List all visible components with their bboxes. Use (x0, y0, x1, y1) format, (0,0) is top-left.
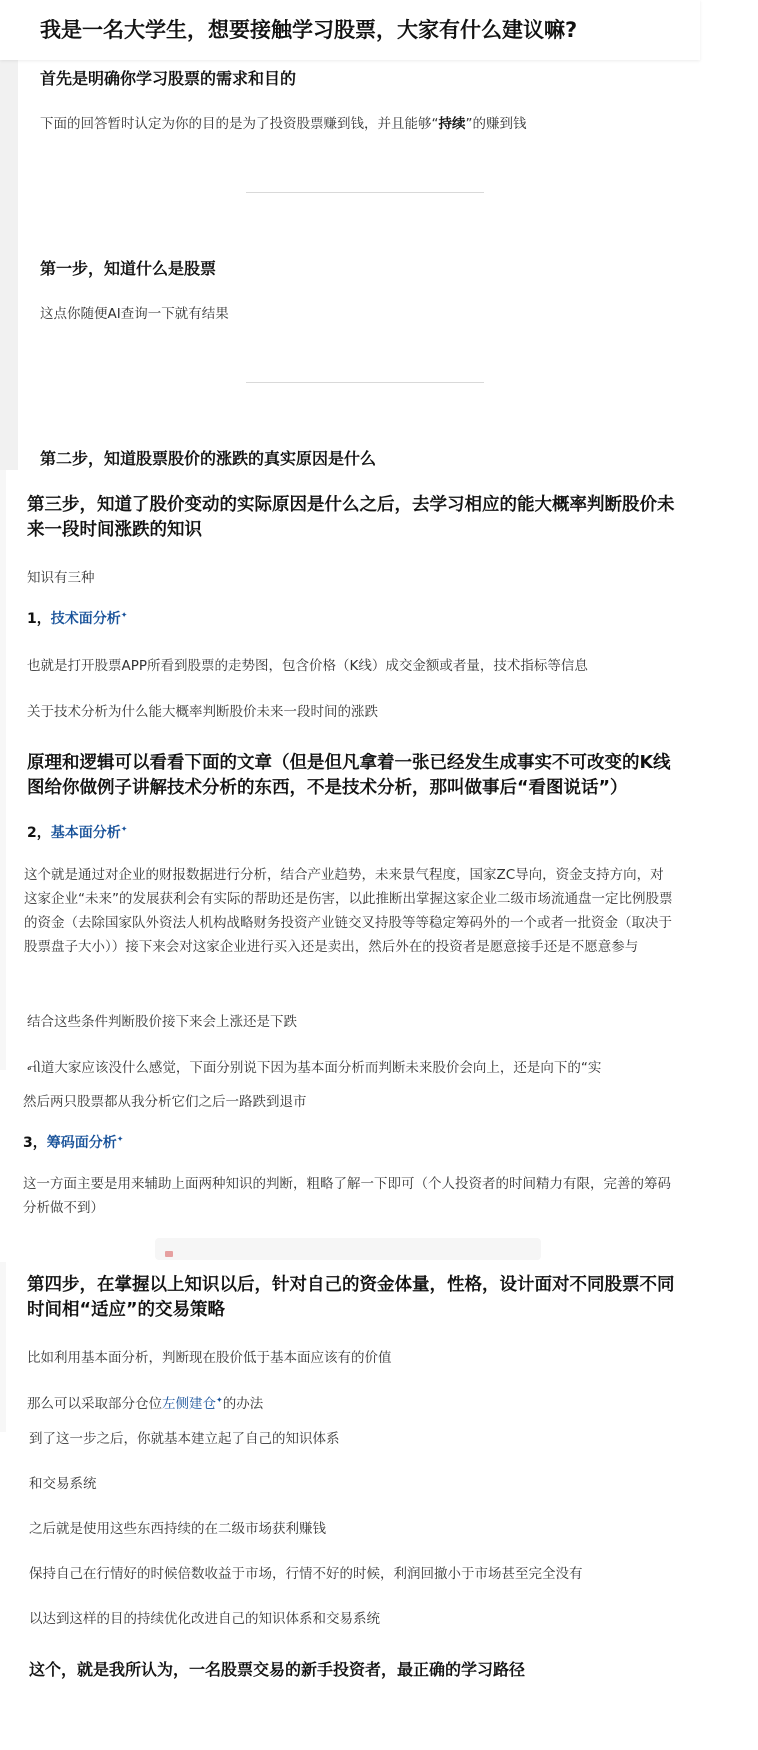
paragraph: 结合这些条件判断股价接下来会上涨还是下跌 (27, 1014, 297, 1030)
paragraph: 那么可以采取部分仓位左侧建仓✦的办法 (27, 1395, 264, 1412)
question-title: 我是一名大学生，想要接触学习股票，大家有什么建议嘛? (40, 18, 578, 42)
technical-analysis-link[interactable]: 技术面分析 (50, 611, 121, 627)
divider (246, 192, 484, 193)
spark-icon: ✦ (120, 610, 128, 620)
left-side-position-link[interactable]: 左侧建仓 (162, 1396, 216, 1412)
paragraph: 以达到这样的目的持续优化改进自己的知识体系和交易系统 (29, 1611, 380, 1627)
step-heading: 第三步，知道了股价变动的实际原因是什么之后，去学习相应的能大概率判断股价未来一段时间涨跌的知识 (27, 495, 675, 540)
panel-edge (0, 1262, 6, 1432)
step-heading: 第二步，知道股票股价的涨跌的真实原因是什么 (40, 449, 377, 468)
paragraph: 这个就是通过对企业的财报数据进行分析，结合产业趋势，未来景气程度，国家ZC导向，资金支持方向，对这家企业“未来”的发展获利会有实际的帮助还是伤害，以此推断出掌握这家企业二级市场流通盘一定比例股票的资金（去除国家队外资法人机构战略财务投资产业链交叉持股等等稳定筹码外的一个或者一批资金（取决于股票盘子大小））接下来会对这家企业进行买入还是卖出，然后外在的投资者是愿意接手还是不愿意参与 (24, 867, 673, 955)
bold-note: 原理和逻辑可以看看下面的文章（但是但凡拿着一张已经发生成事实不可改变的K线图给你做例子讲解技术分析的东西，不是技术分析，那叫做事后“看图说话”） (27, 753, 671, 798)
chip-analysis-link[interactable]: 筹码面分析 (46, 1135, 117, 1151)
paragraph: 之后就是使用这些东西持续的在二级市场获利赚钱 (29, 1521, 326, 1537)
paragraph: 这点你随便AI查询一下就有结果 (40, 306, 229, 322)
paragraph: 和交易系统 (29, 1476, 97, 1492)
paragraph: 然后两只股票都从我分析它们之后一路跌到退市 (23, 1094, 307, 1110)
panel-edge (0, 470, 6, 1070)
section-heading: 首先是明确你学习股票的需求和目的 (40, 69, 297, 88)
paragraph: 知识有三种 (27, 570, 95, 586)
knowledge-item-fundamental: 2，基本面分析✦ (27, 824, 128, 841)
paragraph: 保持自己在行情好的时候倍数收益于市场，行情不好的时候，利润回撤小于市场甚至完全没有 (29, 1566, 583, 1582)
paragraph: 比如利用基本面分析，判断现在股价低于基本面应该有的价值 (27, 1350, 392, 1366)
panel-edge (0, 60, 18, 470)
spark-icon: ✦ (120, 824, 128, 834)
conclusion-heading: 这个，就是我所认为，一名股票交易的新手投资者，最正确的学习路径 (29, 1660, 526, 1679)
spark-icon: ✦ (116, 1134, 124, 1144)
paragraph: 下面的回答暂时认定为你的目的是为了投资股票赚到钱，并且能够“持续”的赚到钱 (40, 116, 527, 132)
paragraph: 到了这一步之后，你就基本建立起了自己的知识体系 (29, 1431, 340, 1447)
divider (246, 382, 484, 383)
image-placeholder (155, 1238, 541, 1260)
paragraph: 关于技术分析为什么能大概率判断股价未来一段时间的涨跌 (27, 704, 378, 720)
cut-off-paragraph: ની道大家应该没什么感觉，下面分别说下因为基本面分析而判断未来股价会向上，还是向下的“实 (27, 1060, 602, 1076)
spark-icon: ✦ (216, 1395, 223, 1405)
fundamental-analysis-link[interactable]: 基本面分析 (50, 825, 121, 841)
knowledge-item-technical: 1，技术面分析✦ (27, 610, 128, 627)
question-title-bar (0, 0, 700, 60)
step-heading: 第四步，在掌握以上知识以后，针对自己的资金体量，性格，设计面对不同股票不同时间相“适应”的交易策略 (27, 1275, 675, 1320)
knowledge-item-chip: 3，筹码面分析✦ (23, 1134, 124, 1151)
paragraph: 这一方面主要是用来辅助上面两种知识的判断，粗略了解一下即可（个人投资者的时间精力有限，完善的筹码分析做不到） (23, 1176, 671, 1216)
paragraph: 也就是打开股票APP所看到股票的走势图，包含价格（K线）成交金额或者量，技术指标等信息 (27, 658, 588, 674)
step-heading: 第一步，知道什么是股票 (40, 259, 217, 278)
